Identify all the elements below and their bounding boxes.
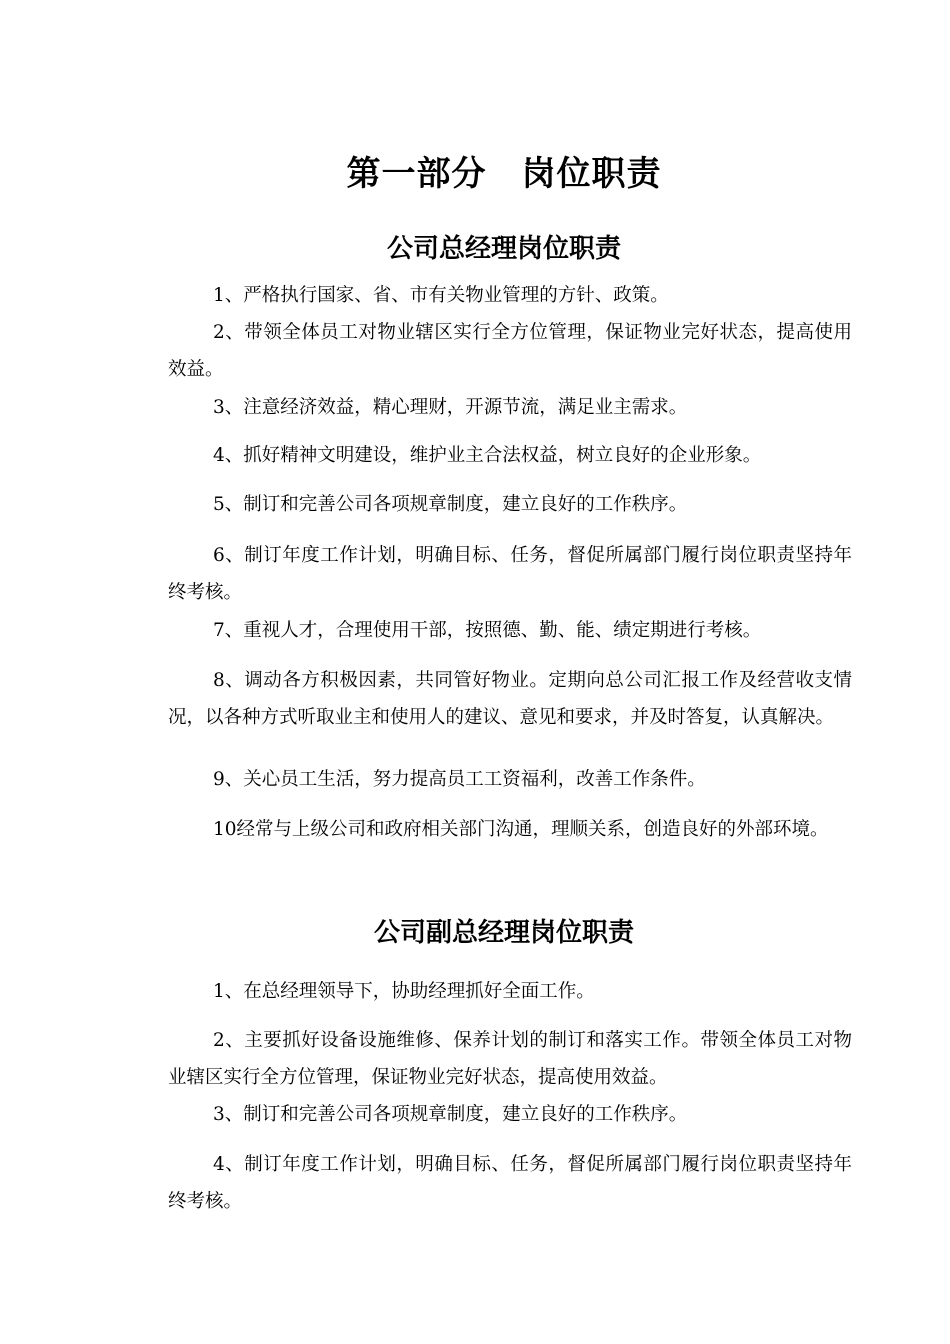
gm-duty-1: 1、严格执行国家、省、市有关物业管理的方针、政策。 [213,285,669,306]
dgm-duty-1: 1、在总经理领导下，协助经理抓好全面工作。 [213,981,595,1002]
gm-duty-5: 5、制订和完善公司各项规章制度，建立良好的工作秩序。 [213,494,688,515]
gm-duty-10: 10经常与上级公司和政府相关部门沟通，理顺关系，创造良好的外部环境。 [213,819,829,840]
gm-duty-3: 3、注意经济效益，精心理财，开源节流，满足业主需求。 [213,397,688,418]
gm-duty-8: 8、调动各方积极因素，共同管好物业。定期向总公司汇报工作及经营收支情况，以各种方式听取业主和使用人的建议、意见和要求，并及时答复，认真解决。 [168,670,852,728]
dgm-duty-2: 2、主要抓好设备设施维修、保养计划的制订和落实工作。带领全体员工对物业辖区实行全方位管理，保证物业完好状态，提高使用效益。 [168,1030,852,1088]
dgm-duty-4: 4、制订年度工作计划，明确目标、任务，督促所属部门履行岗位职责坚持年终考核。 [168,1154,852,1212]
section-title-deputy-general-manager: 公司副总经理岗位职责 [373,918,634,948]
gm-duty-7: 7、重视人才，合理使用干部，按照德、勤、能、绩定期进行考核。 [213,620,762,641]
dgm-duty-3: 3、制订和完善公司各项规章制度，建立良好的工作秩序。 [213,1104,688,1125]
main-title: 第一部分 岗位职责 [346,154,662,194]
gm-duty-6: 6、制订年度工作计划，明确目标、任务，督促所属部门履行岗位职责坚持年终考核。 [168,545,852,603]
section-title-general-manager: 公司总经理岗位职责 [386,234,621,264]
gm-duty-9: 9、关心员工生活，努力提高员工工资福利，改善工作条件。 [213,769,706,790]
gm-duty-2: 2、带领全体员工对物业辖区实行全方位管理，保证物业完好状态，提高使用效益。 [168,322,852,380]
gm-duty-4: 4、抓好精神文明建设，维护业主合法权益，树立良好的企业形象。 [213,445,762,466]
